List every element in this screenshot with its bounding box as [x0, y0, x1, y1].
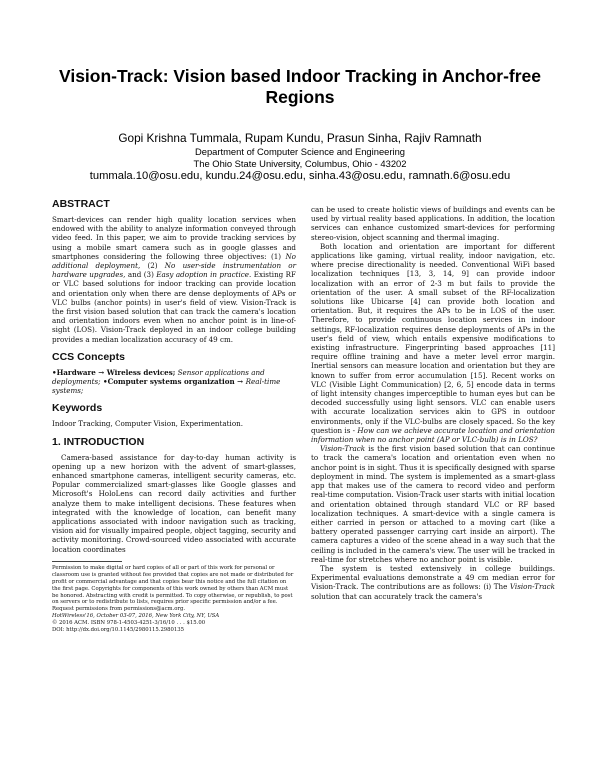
abstract-heading: ABSTRACT [52, 198, 110, 210]
left-column [52, 198, 296, 634]
right-paragraph-1: can be used to create holistic views of buildings and events can be used by virtual reality based applications. In addition, the location services can enhance customized smart-devices for performing stereo-vision, object scanning and thermal imaging. [311, 205, 555, 242]
ccs-heading: CCS Concepts [52, 350, 125, 363]
right-paragraph-4-text-b: solution that can accurately track the camera's [311, 591, 483, 601]
right-paragraph-2 [311, 242, 555, 444]
venue-line: HotWireless'16, October 03-07, 2016, New York City, NY, USA [52, 613, 220, 620]
right-paragraph-2-text: Both location and orientation are important for different applications like gaming, virtual reality, indoor navigation, etc. where precise directionality is needed. Conventional WiFi based localization techniques [13, 3, 14, 9] can provide indoor localization with an error of 2-3 m but fails to provide the orientation of the user. A small subset of the RF-localization solutions like Ubicarse [4] can provide both location and orientation. But, it requires the APs to be in LOS of the user. Therefore, to provide continuous location services in indoor settings, RF-localization requires dense deployments of APs in the user's field of view, which entails expensive modifications to existing infrastructure. Fingerprinting based approaches [11] require offline training and have a meter level error margin. Inertial sensors can measure location and orientation but they are known to suffer from error accumulation [15]. Recent works on VLC (Visible Light Communication) [2, 6, 5] encode data in terms of light intensity changes imperceptible to human eyes but can be decoded successfully using light sensors. VLC can enable users with accurate localization services akin to GPS in outdoor environments, only if the VLC-bulbs are closely spaced. So the key question is - [311, 241, 555, 435]
introduction-paragraph: Camera-based assistance for day-to-day human activity is opening up a new horizon with the advent of smart-glasses, enhanced smartphone cameras, intelligent security cameras, etc. Popular commercialized smart-glasses like Google glasses and Microsoft's HoloLens can record daily activities and further analyze them to make intelligent decisions. These features when integrated with the knowledge of location, can benefit many applications associated with indoor navigation such as tracking, vision aid for visually impaired people, object tagging, security and activity monitoring. Crowd-sourced video associated with accurate location coordinates [52, 452, 297, 554]
paper-title [40, 66, 560, 108]
right-paragraph-3 [311, 444, 555, 564]
introduction-heading: 1. INTRODUCTION [52, 435, 145, 448]
vision-track-name: Vision-Track [320, 444, 366, 454]
ccs-hardware: •Hardware → Wireless devices; [52, 367, 176, 377]
abstract-objective-1: No additional deployment [52, 251, 296, 271]
author-block [40, 131, 560, 183]
right-paragraph-4 [311, 564, 555, 601]
title-line-1: Vision-Track: Vision based Indoor Tracking in Anchor-free [58, 66, 541, 86]
abstract-part-b: , (2) [137, 261, 165, 271]
author-names: Gopi Krishna Tummala, Rupam Kundu, Prasun Sinha, Rajiv Ramnath [118, 131, 482, 145]
department: Department of Computer Science and Engineering [194, 146, 406, 157]
abstract-section [52, 198, 296, 344]
ccs-sensor-apps: Sensor applications and deployments; [52, 367, 265, 387]
right-paragraph-4-text-a: The system is tested extensively in college buildings. Experimental evaluations demonstrate a 49 cm median error for Vision-Track. The contributions are as follows: (i) The [311, 563, 555, 592]
ccs-realtime: Real-time systems; [52, 377, 281, 396]
right-column [311, 205, 555, 601]
permission-notice: Permission to make digital or hard copies of all or part of this work for personal or classroom use is granted without fee provided that copies are not made or distributed for profit or commercial advantage and that copies bear this notice and the full citation on the first page. Copyrights for components of this work owned by others than ACM must be honored. Abstracting with credit is permitted. To copy otherwise, or republish, to post on servers or to redistribute to lists, requires prior specific permission and/or a fee. Request permissions from permissions@acm.org. [52, 564, 294, 613]
footnote-divider [52, 561, 122, 562]
keywords-heading: Keywords [52, 402, 103, 415]
ccs-systems: •Computer systems organization → [100, 377, 246, 387]
university: The Ohio State University, Columbus, Ohio - 43202 [193, 157, 407, 169]
isbn-line: © 2016 ACM. ISBN 978-1-4503-4251-3/16/10 . . . $15.00 [52, 620, 206, 627]
abstract-objective-2: No user-side instrumentation or hardware upgrades [52, 261, 296, 280]
keywords-text: Indoor Tracking, Computer Vision, Experimentation. [52, 419, 243, 429]
abstract-part-c: , and (3) [123, 270, 157, 280]
author-emails: tummala.10@osu.edu, kundu.24@osu.edu, sinha.43@osu.edu, ramnath.6@osu.edu [89, 170, 511, 182]
introduction-section [52, 436, 296, 554]
abstract-objective-3: Easy adoption in practice [156, 270, 250, 280]
ccs-text [52, 368, 296, 396]
vision-track-solution: Vision-Track [509, 582, 555, 592]
abstract-part-a: Smart-devices can render high quality location services when endowed with the ability to analyze information conveyed through video feed. In this paper, we aim to provide tracking services by using a mobile smart camera such as in google glasses and smartphones considering the following three objectives: (1) [52, 215, 296, 261]
ccs-section [52, 351, 296, 396]
keywords-section [52, 402, 296, 428]
key-question: How can we achieve accurate location and orientation information when no anchor point (AP or VLC-bulb) is in LOS? [311, 425, 555, 445]
abstract-part-d: . Existing RF or VLC based solutions for indoor tracking can provide location and orientation only when there are dense deployments of APs or VLC bulbs (anchor points) in user's field of view. Vision-Track is the first vision based solution that can track the camera's location and orientation indoors even when no anchor point is in line-of-sight (LOS). Vision-Track deployed in an indoor college building provides a median localization accuracy of 49 cm. [52, 270, 297, 344]
abstract-text [52, 215, 296, 344]
doi-line: DOI: http://dx.doi.org/10.1145/2980115.2980135 [52, 627, 185, 634]
right-paragraph-3-text: is the first vision based solution that can continue to track the camera's location and orientation even when no anchor point is in sight. Thus it is specifically designed with sparse deployment in mind. The system is implemented as a smart-glass app that makes use of the camera to record video and perform real-time computation. Vision-Track user starts with initial location and orientation obtained through standard VLC or RF based localization techniques. A smart-device with a single camera is either carried in person or attached to a moving cart (like a battery operated passenger carrying cart inside an airport). The camera captures a video of the scene ahead in a way such that the ceiling is included in the camera's view. The user will be tracked in real-time for stretches where no anchor point is visible. [311, 444, 555, 564]
title-line-2: Regions [265, 87, 335, 107]
copyright-block [52, 561, 296, 634]
